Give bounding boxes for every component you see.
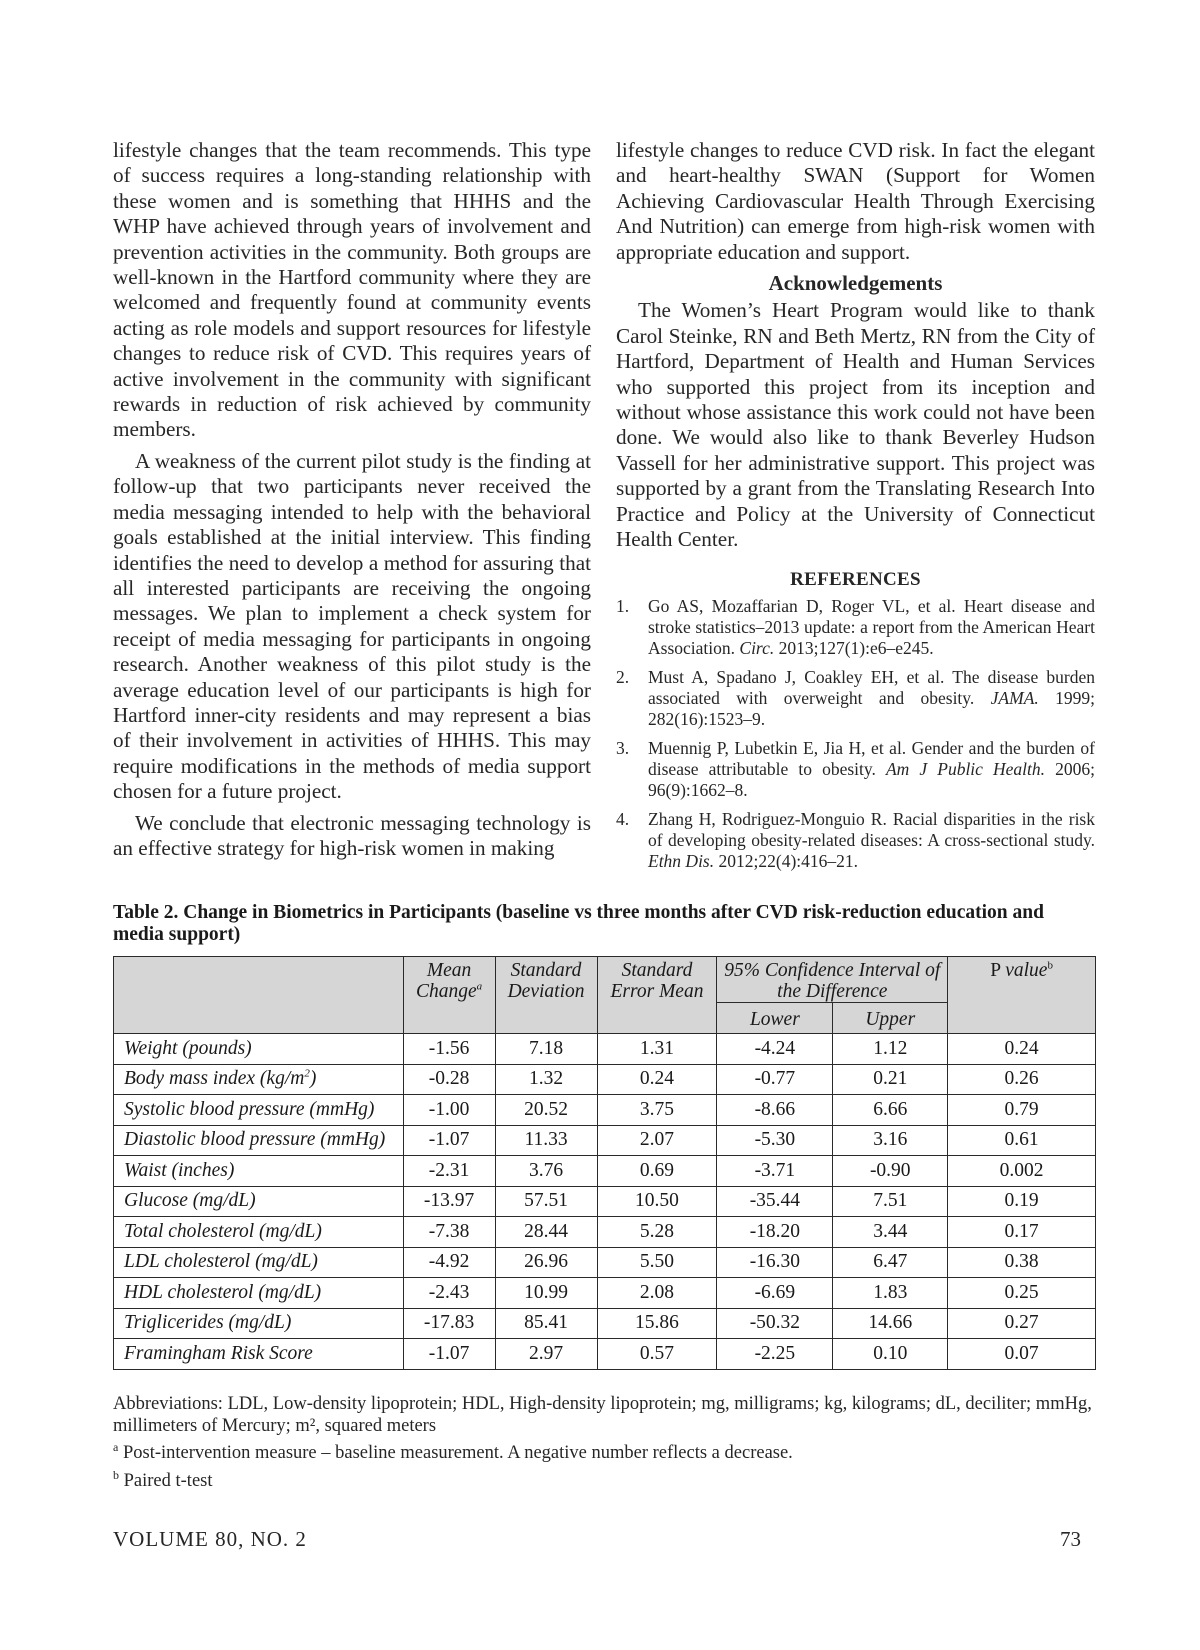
references-list bbox=[616, 596, 1095, 872]
header-lower: Lower bbox=[717, 1003, 833, 1034]
cell-sem: 2.08 bbox=[597, 1278, 717, 1309]
row-label: Framingham Risk Score bbox=[114, 1339, 404, 1370]
references-heading: REFERENCES bbox=[790, 568, 921, 590]
cell-upper: 0.21 bbox=[833, 1064, 948, 1095]
row-label: HDL cholesterol (mg/dL) bbox=[114, 1278, 404, 1309]
cell-mean-change: -7.38 bbox=[403, 1217, 495, 1248]
cell-lower: -50.32 bbox=[717, 1308, 833, 1339]
cell-sd: 11.33 bbox=[495, 1125, 597, 1156]
cell-mean-change: -2.31 bbox=[403, 1156, 495, 1187]
footnote-b: $^b$ Paired t-test bbox=[113, 1467, 213, 1491]
cell-mean-change: -1.00 bbox=[403, 1095, 495, 1126]
header-standard-error-mean: Standard Error Mean bbox=[597, 957, 717, 1034]
cell-sem: 15.86 bbox=[597, 1308, 717, 1339]
row-label: Diastolic blood pressure (mmHg) bbox=[114, 1125, 404, 1156]
cell-mean-change: -1.07 bbox=[403, 1339, 495, 1370]
cell-sem: 2.07 bbox=[597, 1125, 717, 1156]
row-label: Triglicerides (mg/dL) bbox=[114, 1308, 404, 1339]
abbreviations-note: Abbreviations: LDL, Low-density lipoprotein; HDL, High-density lipoprotein; mg, milligrams; kg, kilograms; dL, deciliter; mmHg, millimeters of Mercury; m², squared meters bbox=[113, 1394, 1092, 1436]
cell-p-value: 0.19 bbox=[948, 1186, 1096, 1217]
cell-mean-change: -0.28 bbox=[403, 1064, 495, 1095]
cell-sem: 3.75 bbox=[597, 1095, 717, 1126]
left-paragraph-3: We conclude that electronic messaging technology is an effective strategy for high-risk women in making bbox=[113, 810, 591, 860]
cell-sd: 26.96 bbox=[495, 1247, 597, 1278]
row-label: Weight (pounds) bbox=[114, 1034, 404, 1065]
table-row bbox=[114, 1064, 1096, 1095]
cell-mean-change: -2.43 bbox=[403, 1278, 495, 1309]
reference-item: 2. Must A, Spadano J, Coakley EH, et al. The disease burden associated with overweight and obesity. JAMA. 1999; 282(16):1523–9. bbox=[616, 666, 1095, 729]
cell-sd: 85.41 bbox=[495, 1308, 597, 1339]
table-row bbox=[114, 1034, 1096, 1065]
cell-sd: 20.52 bbox=[495, 1095, 597, 1126]
cell-p-value: 0.002 bbox=[948, 1156, 1096, 1187]
header-standard-deviation: Standard Deviation bbox=[495, 957, 597, 1034]
biometrics-table bbox=[113, 956, 1096, 1370]
cell-sem: 5.28 bbox=[597, 1217, 717, 1248]
cell-p-value: 0.17 bbox=[948, 1217, 1096, 1248]
volume-footer: VOLUME 80, NO. 2 bbox=[113, 1527, 307, 1551]
row-label: Total cholesterol (mg/dL) bbox=[114, 1217, 404, 1248]
cell-lower: -2.25 bbox=[717, 1339, 833, 1370]
cell-lower: -16.30 bbox=[717, 1247, 833, 1278]
left-paragraph-2: A weakness of the current pilot study is the finding at follow-up that two participants never received the media messaging intended to help with the behavioral goals established at the initial interview. This finding identifies the need to develop a method for assuring that all interested participants are receiving the ongoing messages. We plan to implement a check system for receipt of media messaging for participants in ongoing research. Another weakness of this pilot study is the average education level of our participants is high for Hartford inner-city residents and may represent a bias of their involvement in activities of HHHS. This may require modifications in the methods of media support chosen for a future project. bbox=[113, 448, 591, 804]
table-row bbox=[114, 1217, 1096, 1248]
reference-number: 2. bbox=[616, 666, 630, 687]
cell-upper: 6.66 bbox=[833, 1095, 948, 1126]
cell-sem: 0.57 bbox=[597, 1339, 717, 1370]
cell-sem: 0.69 bbox=[597, 1156, 717, 1187]
reference-journal: Circ. bbox=[739, 637, 775, 658]
left-column bbox=[113, 138, 591, 861]
cell-upper: 1.12 bbox=[833, 1034, 948, 1065]
table-caption: Table 2. Change in Biometrics in Participants (baseline vs three months after CVD risk-reduction education and media support) bbox=[113, 902, 1044, 945]
reference-number: 4. bbox=[616, 808, 630, 829]
reference-item: 3. Muennig P, Lubetkin E, Jia H, et al. Gender and the burden of disease attributable to obesity. Am J Public Health. 2006; 96(9):1662–8. bbox=[616, 737, 1095, 800]
cell-sd: 1.32 bbox=[495, 1064, 597, 1095]
left-paragraph-1: lifestyle changes that the team recommends. This type of success requires a long-standing relationship with these women and is something that HHHS and the WHP have achieved through years of involvement and prevention activities in the community. Both groups are well-known in the Hartford community where they are welcomed and frequently found at community events acting as role models and support resources for lifestyle changes to reduce risk of CVD. This requires years of active involvement in the community with significant rewards in reduction of risk achieved by community members. bbox=[113, 138, 591, 442]
cell-sd: 7.18 bbox=[495, 1034, 597, 1065]
acknowledgements-text: The Women’s Heart Program would like to thank Carol Steinke, RN and Beth Mertz, RN from the City of Hartford, Department of Health and Human Services who supported this project from its inception and without whose assistance this work could not have been done. We would also like to thank Beverley Hudson Vassell for her administrative support. This project was supported by a grant from the Translating Research Into Practice and Policy at the University of Connecticut Health Center. bbox=[616, 298, 1095, 552]
cell-lower: -18.20 bbox=[717, 1217, 833, 1248]
table-footnotes bbox=[113, 1394, 1098, 1492]
reference-journal: Am J Public Health. bbox=[885, 758, 1046, 779]
header-mean-change: Mean Change$^a$ bbox=[403, 957, 495, 1034]
cell-p-value: 0.61 bbox=[948, 1125, 1096, 1156]
cell-sd: 10.99 bbox=[495, 1278, 597, 1309]
footnote-a: $^a$ Post-intervention measure – baseline measurement. A negative number reflects a decrease. bbox=[113, 1440, 793, 1464]
cell-p-value: 0.25 bbox=[948, 1278, 1096, 1309]
right-paragraph-1: lifestyle changes to reduce CVD risk. In fact the elegant and heart-healthy SWAN (Support for Women Achieving Cardiovascular Health Through Exercising And Nutrition) can emerge from high-risk women with appropriate education and support. bbox=[616, 138, 1095, 264]
cell-sd: 57.51 bbox=[495, 1186, 597, 1217]
cell-lower: -6.69 bbox=[717, 1278, 833, 1309]
cell-sem: 5.50 bbox=[597, 1247, 717, 1278]
cell-p-value: 0.27 bbox=[948, 1308, 1096, 1339]
reference-number: 3. bbox=[616, 737, 630, 758]
cell-lower: -8.66 bbox=[717, 1095, 833, 1126]
table-header-blank bbox=[114, 957, 404, 1034]
acknowledgements-heading: Acknowledgements bbox=[768, 271, 943, 296]
cell-sem: 1.31 bbox=[597, 1034, 717, 1065]
cell-upper: 0.10 bbox=[833, 1339, 948, 1370]
reference-item: 1. Go AS, Mozaffarian D, Roger VL, et al. Heart disease and stroke statistics–2013 update: a report from the American Heart Association. Circ. 2013;127(1):e6–e245. bbox=[616, 595, 1095, 658]
cell-sd: 3.76 bbox=[495, 1156, 597, 1187]
table-row bbox=[114, 1156, 1096, 1187]
cell-lower: -3.71 bbox=[717, 1156, 833, 1187]
cell-upper: 3.16 bbox=[833, 1125, 948, 1156]
cell-p-value: 0.26 bbox=[948, 1064, 1096, 1095]
row-label: LDL cholesterol (mg/dL) bbox=[114, 1247, 404, 1278]
table-row bbox=[114, 1278, 1096, 1309]
cell-mean-change: -17.83 bbox=[403, 1308, 495, 1339]
cell-upper: 7.51 bbox=[833, 1186, 948, 1217]
row-label: Systolic blood pressure (mmHg) bbox=[114, 1095, 404, 1126]
table-row bbox=[114, 1186, 1096, 1217]
cell-upper: 1.83 bbox=[833, 1278, 948, 1309]
table-row bbox=[114, 1095, 1096, 1126]
reference-journal: JAMA. bbox=[990, 687, 1039, 708]
cell-upper: 14.66 bbox=[833, 1308, 948, 1339]
table-row bbox=[114, 1247, 1096, 1278]
table-row bbox=[114, 1125, 1096, 1156]
right-column bbox=[616, 138, 1095, 880]
header-upper: Upper bbox=[833, 1003, 948, 1034]
row-label: Glucose (mg/dL) bbox=[114, 1186, 404, 1217]
cell-mean-change: -1.56 bbox=[403, 1034, 495, 1065]
cell-sd: 2.97 bbox=[495, 1339, 597, 1370]
cell-mean-change: -1.07 bbox=[403, 1125, 495, 1156]
cell-upper: 6.47 bbox=[833, 1247, 948, 1278]
cell-mean-change: -4.92 bbox=[403, 1247, 495, 1278]
cell-sem: 0.24 bbox=[597, 1064, 717, 1095]
cell-lower: -4.24 bbox=[717, 1034, 833, 1065]
cell-mean-change: -13.97 bbox=[403, 1186, 495, 1217]
page-number: 73 bbox=[1060, 1527, 1081, 1551]
cell-upper: -0.90 bbox=[833, 1156, 948, 1187]
cell-p-value: 0.24 bbox=[948, 1034, 1096, 1065]
row-label: Waist (inches) bbox=[114, 1156, 404, 1187]
reference-item: 4. Zhang H, Rodriguez-Monguio R. Racial disparities in the risk of developing obesity-related diseases: A cross-sectional study. Ethn Dis. 2012;22(4):416–21. bbox=[616, 808, 1095, 871]
header-p-value: P value$^b$ bbox=[948, 957, 1096, 1034]
cell-sd: 28.44 bbox=[495, 1217, 597, 1248]
header-confidence-interval: 95% Confidence Interval of the Difference bbox=[717, 957, 948, 1003]
cell-p-value: 0.07 bbox=[948, 1339, 1096, 1370]
cell-sem: 10.50 bbox=[597, 1186, 717, 1217]
cell-lower: -0.77 bbox=[717, 1064, 833, 1095]
table-row bbox=[114, 1339, 1096, 1370]
table-row bbox=[114, 1308, 1096, 1339]
cell-p-value: 0.79 bbox=[948, 1095, 1096, 1126]
reference-number: 1. bbox=[616, 595, 630, 616]
reference-journal: Ethn Dis. bbox=[648, 850, 715, 871]
cell-lower: -35.44 bbox=[717, 1186, 833, 1217]
cell-lower: -5.30 bbox=[717, 1125, 833, 1156]
row-label: Body mass index $(kg/m^2)$ bbox=[114, 1064, 404, 1095]
cell-p-value: 0.38 bbox=[948, 1247, 1096, 1278]
cell-upper: 3.44 bbox=[833, 1217, 948, 1248]
